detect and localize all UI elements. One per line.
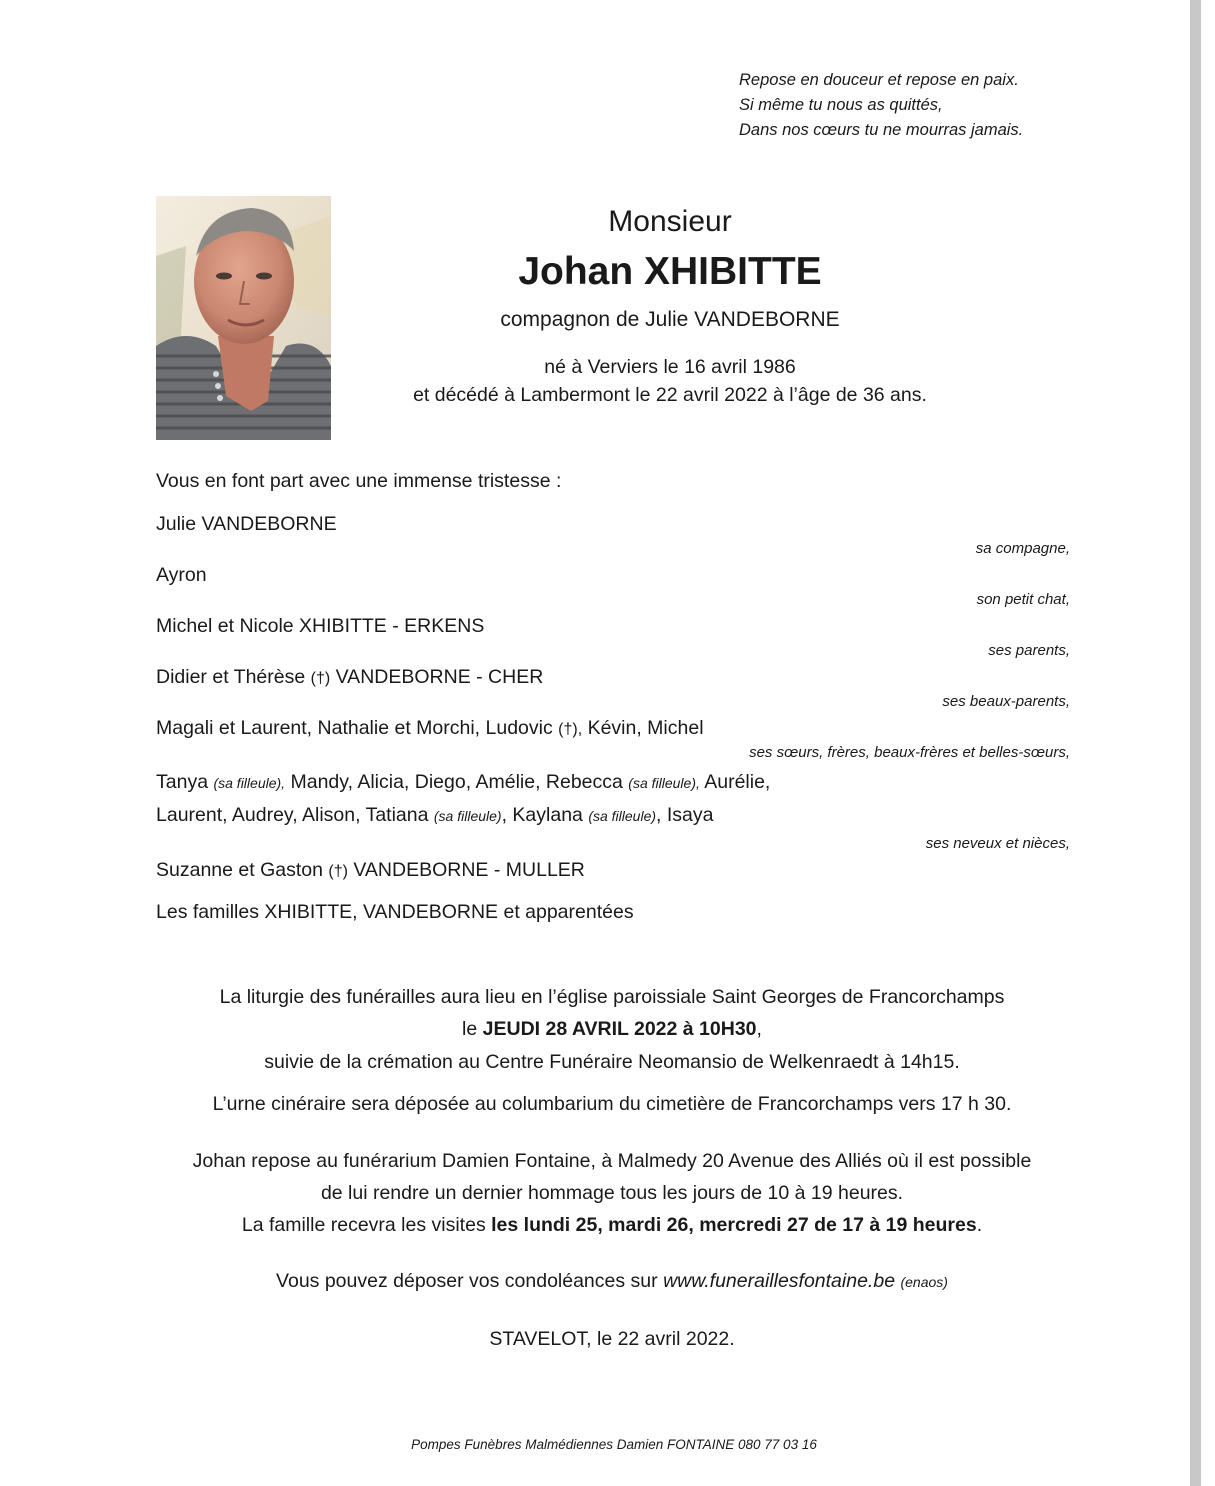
dagger-icon: (†), (558, 721, 583, 738)
nephews-names-1: Mandy, Alicia, Diego, Amélie, Rebecca (290, 771, 623, 793)
visit-suffix: . (976, 1214, 983, 1236)
intro-line: Vous en font part avec une immense tristesse : (156, 470, 562, 492)
ceremony-line-4: L’urne cinéraire sera déposée au columbarium du cimetière de Francorchamps vers 17 h 30. (212, 1093, 1012, 1115)
relation-inlaws: ses beaux-parents, (942, 693, 1070, 710)
relation-parents: ses parents, (988, 642, 1070, 659)
funeral-home-footer: Pompes Funèbres Malmédiennes Damien FONTAINE 080 77 03 16 (411, 1437, 817, 1452)
poem-line-2: Si même tu nous as quittés, (739, 96, 943, 114)
title-honorific: Monsieur (608, 205, 732, 238)
poem (739, 68, 1023, 143)
ceremony-line-1: La liturgie des funérailles aura lieu en l’église paroissiale Saint Georges de Francorchamps (219, 986, 1005, 1008)
family-nephews-line-1 (156, 771, 770, 794)
ceremony-line-3: suivie de la crémation au Centre Funéraire Neomansio de Welkenraedt à 14h15. (264, 1051, 960, 1073)
place-date: STAVELOT, le 22 avril 2022. (489, 1328, 735, 1350)
ceremony-datetime: JEUDI 28 AVRIL 2022 à 10H30 (482, 1018, 757, 1040)
death-line: et décédé à Lambermont le 22 avril 2022 à l’âge de 36 ans. (413, 384, 927, 406)
visit-line-2: de lui rendre un dernier hommage tous les jours de 10 à 19 heures. (320, 1182, 904, 1204)
family-others: Les familles XHIBITTE, VANDEBORNE et apparentées (156, 901, 634, 923)
suzanne-names-1: Suzanne et Gaston (156, 859, 323, 881)
family-siblings (156, 717, 704, 740)
ceremony-line-2 (100, 1018, 1124, 1041)
visit-line-1: Johan repose au funérarium Damien Fontaine, à Malmedy 20 Avenue des Alliés où il est possible (192, 1150, 1032, 1172)
nephew-aurelie: Aurélie, (704, 771, 771, 793)
visit-line-3 (100, 1214, 1124, 1237)
condolences-text: Vous pouvez déposer vos condoléances sur (276, 1270, 658, 1292)
relation-nephews: ses neveux et nièces, (925, 835, 1070, 852)
visit-dates: les lundi 25, mardi 26, mercredi 27 de 17 à 19 heures (491, 1214, 977, 1236)
ceremony-date-suffix: , (756, 1018, 762, 1040)
nephews-names-2: Laurent, Audrey, Alison, Tatiana (156, 804, 429, 826)
birth-line: né à Verviers le 16 avril 1986 (544, 356, 796, 378)
filleule-note: (sa filleule) (588, 808, 657, 824)
inlaws-names-1: Didier et Thérèse (156, 666, 306, 688)
poem-line-1: Repose en douceur et repose en paix. (739, 71, 1019, 89)
condolences-link[interactable]: www.funeraillesfontaine.be (663, 1270, 896, 1292)
ceremony-date-prefix: le (462, 1018, 478, 1040)
relation-ayron: son petit chat, (976, 591, 1070, 608)
deceased-name: Johan XHIBITTE (518, 250, 822, 293)
portrait-photo (156, 196, 331, 440)
filleule-note: (sa filleule), (628, 775, 700, 791)
dagger-icon: (†) (310, 670, 331, 687)
partner-line: compagnon de Julie VANDEBORNE (500, 308, 840, 331)
relation-siblings: ses sœurs, frères, beaux-frères et belles-sœurs, (749, 744, 1070, 761)
nephew-kaylana: , Kaylana (501, 804, 583, 826)
filleule-note: (sa filleule), (213, 775, 286, 791)
siblings-names-1: Magali et Laurent, Nathalie et Morchi, Ludovic (156, 717, 553, 739)
filleule-note: (sa filleule) (433, 808, 502, 824)
relation-julie: sa compagne, (975, 540, 1070, 557)
siblings-names-2: Kévin, Michel (587, 717, 704, 739)
poem-line-3: Dans nos cœurs tu ne mourras jamais. (739, 121, 1024, 139)
nephew-tanya: Tanya (156, 771, 209, 793)
family-suzanne (156, 859, 585, 882)
condolences-tag: (enaos) (900, 1274, 948, 1290)
family-ayron: Ayron (156, 564, 207, 586)
suzanne-names-2: VANDEBORNE - MULLER (353, 859, 585, 881)
page-edge (1190, 0, 1201, 1486)
family-inlaws (156, 666, 543, 689)
visit-prefix: La famille recevra les visites (241, 1214, 486, 1236)
dagger-icon: (†) (328, 863, 348, 880)
family-nephews-line-2 (156, 804, 713, 827)
family-julie: Julie VANDEBORNE (156, 513, 337, 535)
nephew-isaya: , Isaya (656, 804, 714, 826)
inlaws-names-2: VANDEBORNE - CHER (335, 666, 544, 688)
condolences-line (100, 1270, 1124, 1293)
family-parents: Michel et Nicole XHIBITTE - ERKENS (156, 615, 485, 637)
